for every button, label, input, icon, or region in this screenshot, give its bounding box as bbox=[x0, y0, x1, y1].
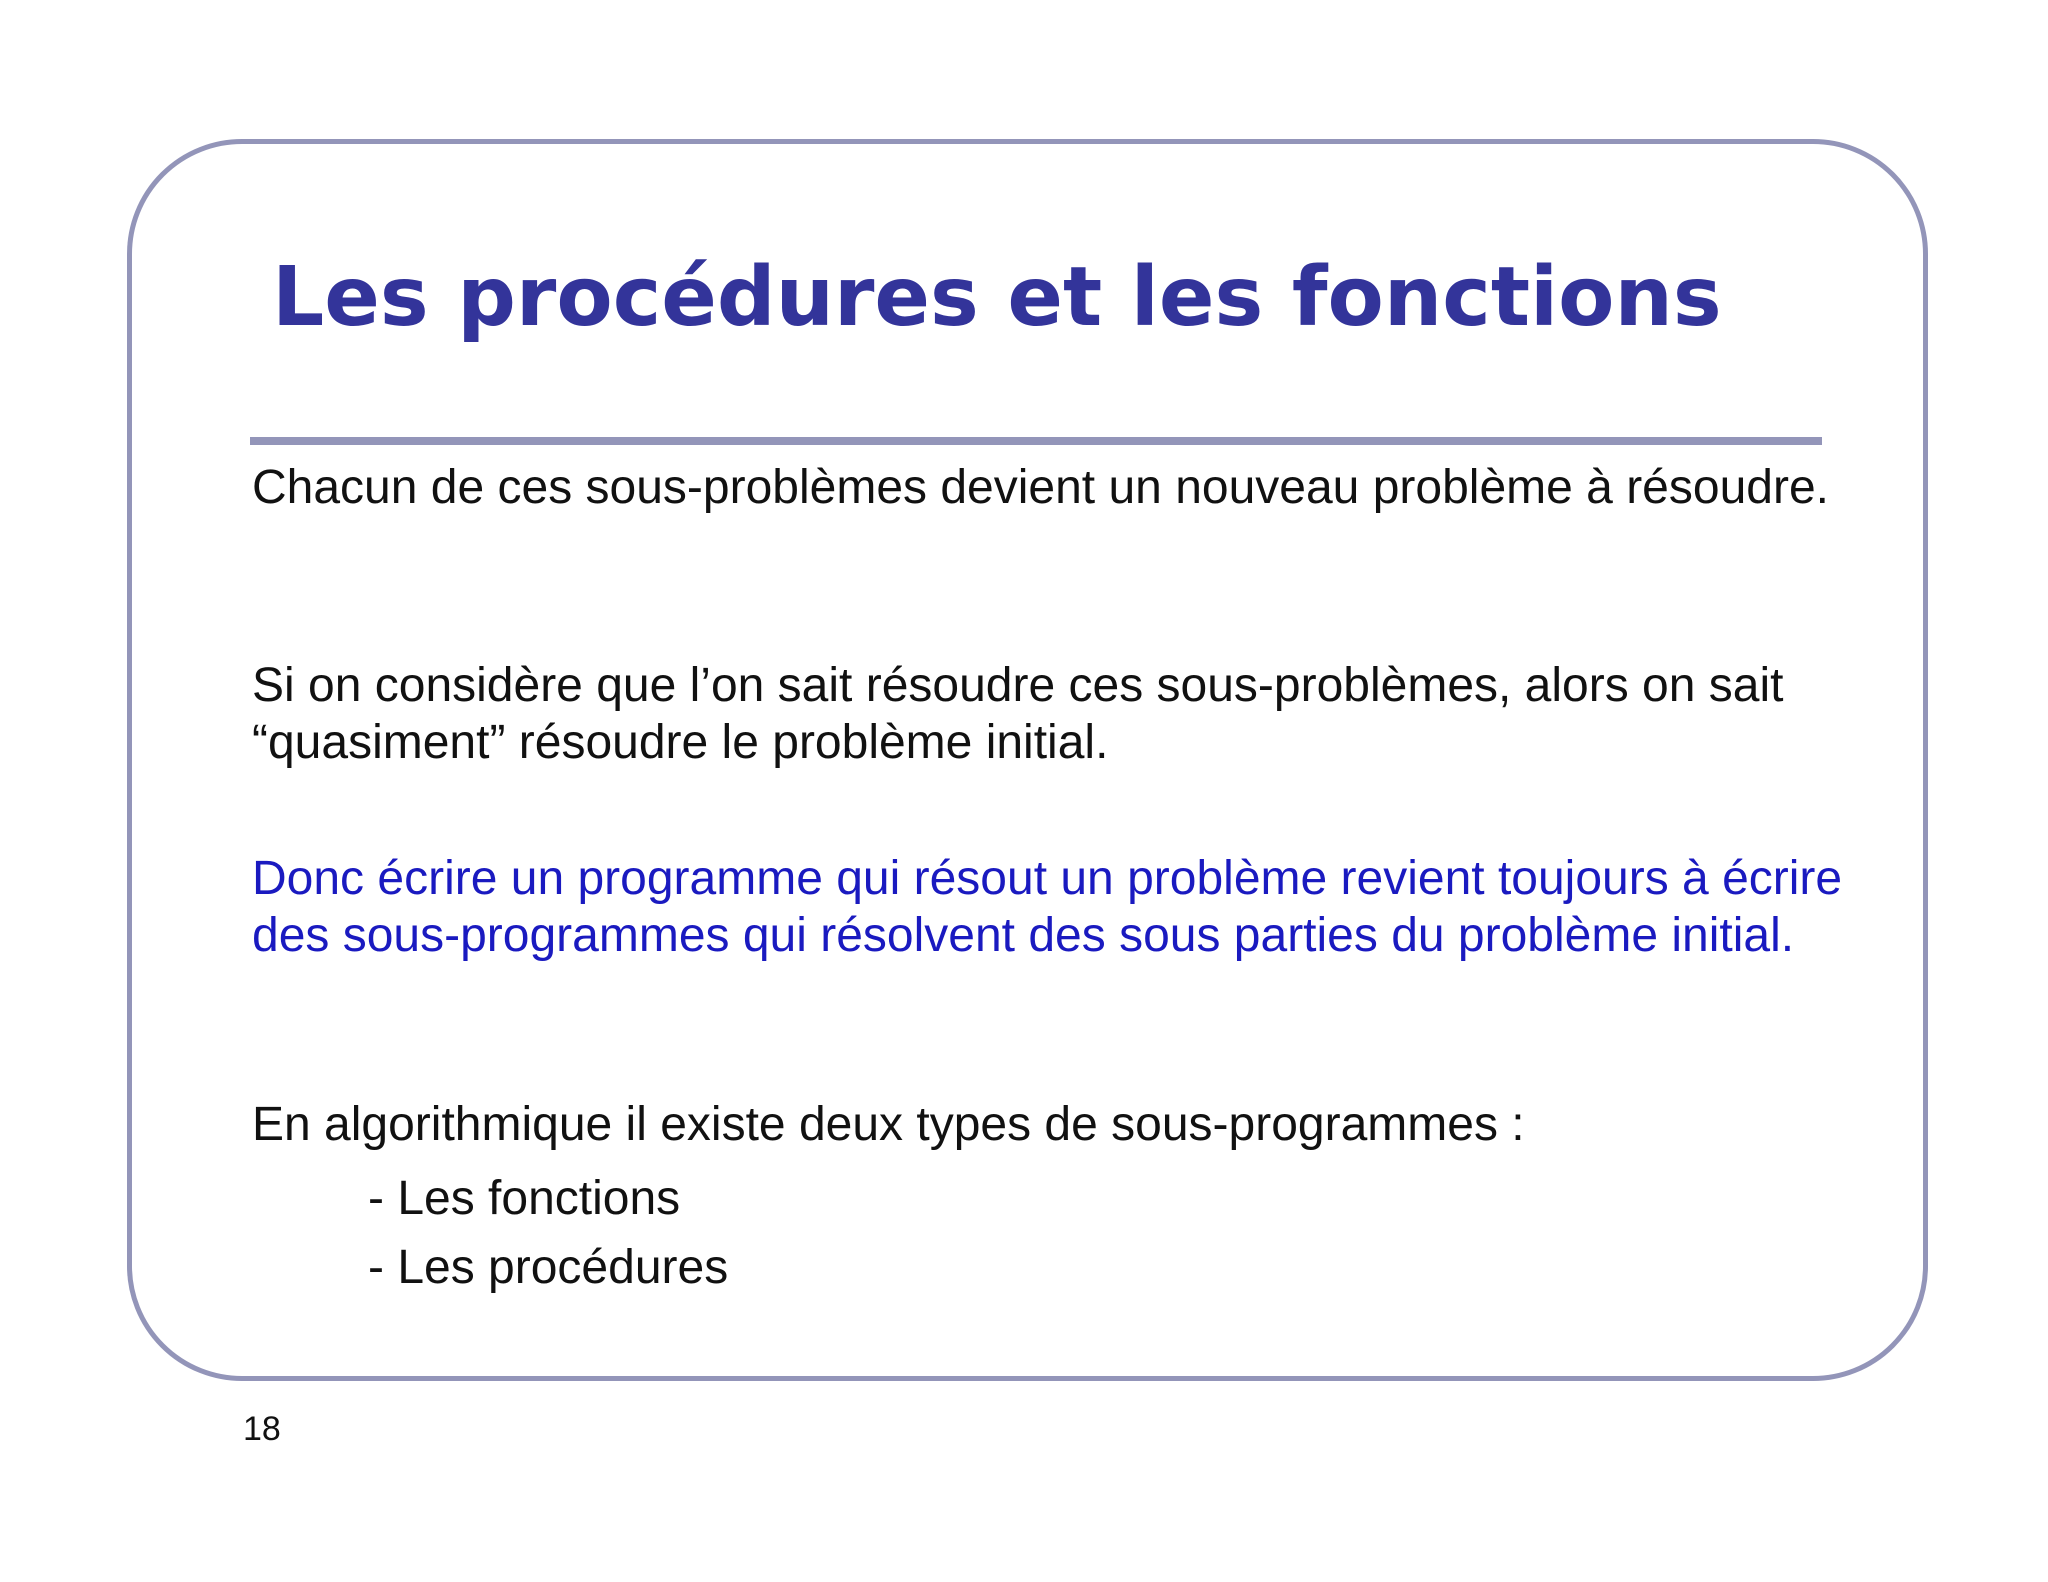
title-divider bbox=[250, 437, 1822, 445]
paragraph-solve-assumption: Si on considère que l’on sait résoudre ces sous-problèmes, alors on sait “quasiment” résoudre le problème initial. bbox=[252, 659, 1784, 769]
page-number: 18 bbox=[243, 1410, 281, 1448]
paragraph-conclusion-highlight: Donc écrire un programme qui résout un problème revient toujours à écrire des sous-programmes qui résolvent des sous parties du problème initial. bbox=[252, 852, 1843, 962]
slide-title: Les procédures et les fonctions bbox=[272, 250, 1722, 345]
list-item-fonctions: - Les fonctions bbox=[368, 1172, 681, 1225]
subprogram-types-list bbox=[368, 1164, 728, 1302]
paragraph-subprogram-types: En algorithmique il existe deux types de sous-programmes : bbox=[252, 1098, 1525, 1151]
list-item-procedures: - Les procédures bbox=[368, 1241, 729, 1294]
paragraph-subproblems: Chacun de ces sous-problèmes devient un nouveau problème à résoudre. bbox=[252, 461, 1829, 514]
